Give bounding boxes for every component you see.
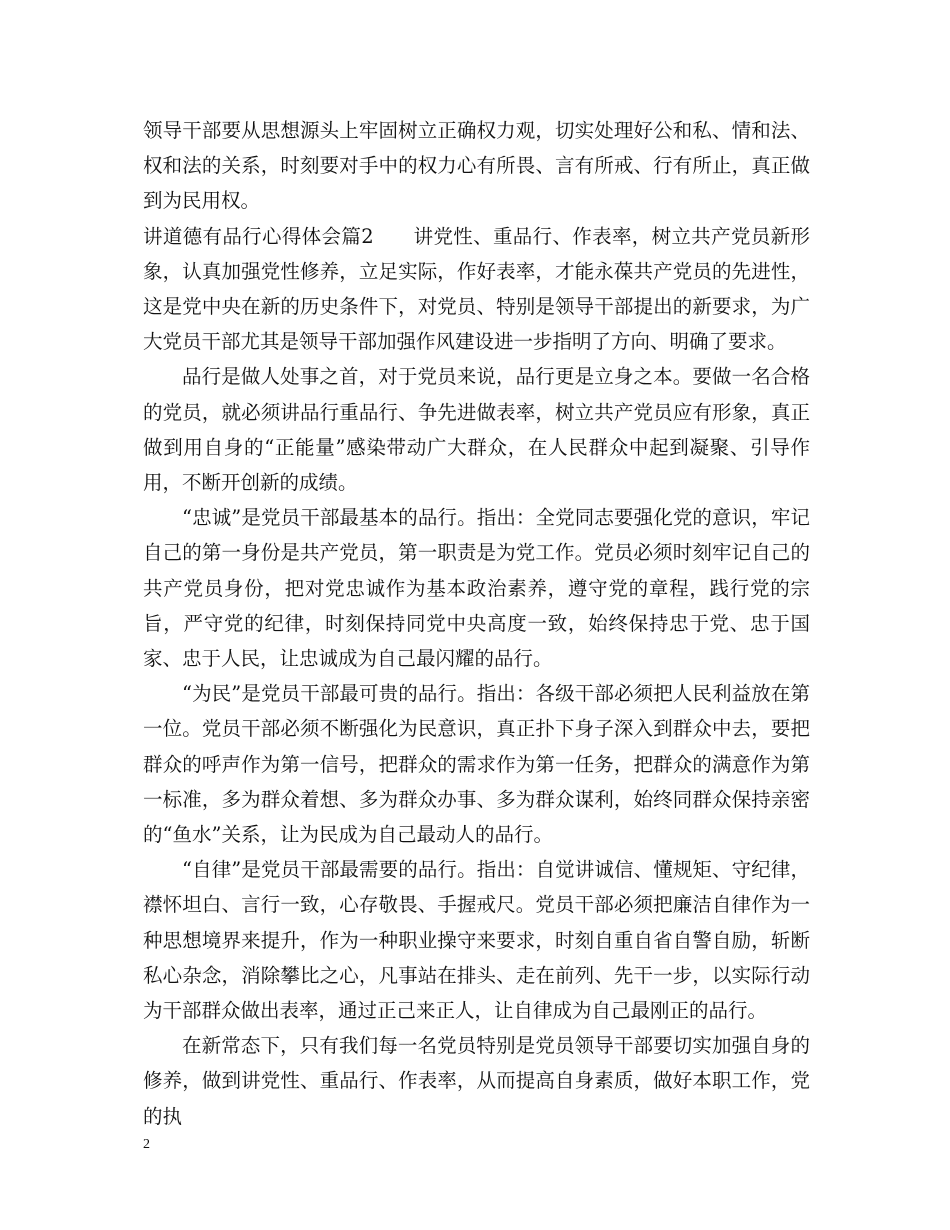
paragraph-3: 品行是做人处事之首，对于党员来说，品行更是立身之本。要做一名合格的党员，就必须讲品行重品行、争先进做表率，树立共产党员应有形象，真正做到用自身的“正能量”感染带动广大群众，在人民群众中起到凝聚、引导作用，不断开创新的成绩。 [143, 365, 810, 495]
paragraph-5: “为民”是党员干部最可贵的品行。指出：各级干部必须把人民利益放在第一位。党员干部必须不断强化为民意识，真正扑下身子深入到群众中去，要把群众的呼声作为第一信号，把群众的需求作为第一任务，把群众的满意作为第一标准，多为群众着想、多为群众办事、多为群众谋利，始终同群众保持亲密的“鱼水”关系，让为民成为自己最动人的品行。 [143, 682, 810, 847]
body-text [143, 113, 810, 1134]
paragraph-2: 讲道德有品行心得体会篇2 讲党性、重品行、作表率，树立共产党员新形象，认真加强党性修养，立足实际，作好表率，才能永葆共产党员的先进性，这是党中央在新的历史条件下，对党员、特别是领导干部提出的新要求，为广大党员干部尤其是领导干部加强作风建设进一步指明了方向、明确了要求。 [143, 224, 810, 354]
paragraph-4: “忠诚”是党员干部最基本的品行。指出：全党同志要强化党的意识，牢记自己的第一身份是共产党员，第一职责是为党工作。党员必须时刻牢记自己的共产党员身份，把对党忠诚作为基本政治素养，遵守党的章程，践行党的宗旨，严守党的纪律，时刻保持同党中央高度一致，始终保持忠于党、忠于国家、忠于人民，让忠诚成为自己最闪耀的品行。 [143, 506, 810, 671]
paragraph-7: 在新常态下，只有我们每一名党员特别是党员领导干部要切实加强自身的修养，做到讲党性、重品行、作表率，从而提高自身素质，做好本职工作，党的执 [143, 1034, 810, 1128]
page-number: 2 [143, 1137, 150, 1152]
paragraph-1: 领导干部要从思想源头上牢固树立正确权力观，切实处理好公和私、情和法、权和法的关系，时刻要对手中的权力心有所畏、言有所戒、行有所止，真正做到为民用权。 [143, 119, 810, 213]
paragraph-6: “自律”是党员干部最需要的品行。指出：自觉讲诚信、懂规矩、守纪律，襟怀坦白、言行一致，心存敬畏、手握戒尺。党员干部必须把廉洁自律作为一种思想境界来提升，作为一种职业操守来要求，时刻自重自省自警自励，斩断私心杂念，消除攀比之心，凡事站在排头、走在前列、先干一步，以实际行动为干部群众做出表率，通过正己来正人，让自律成为自己最刚正的品行。 [143, 858, 810, 1023]
